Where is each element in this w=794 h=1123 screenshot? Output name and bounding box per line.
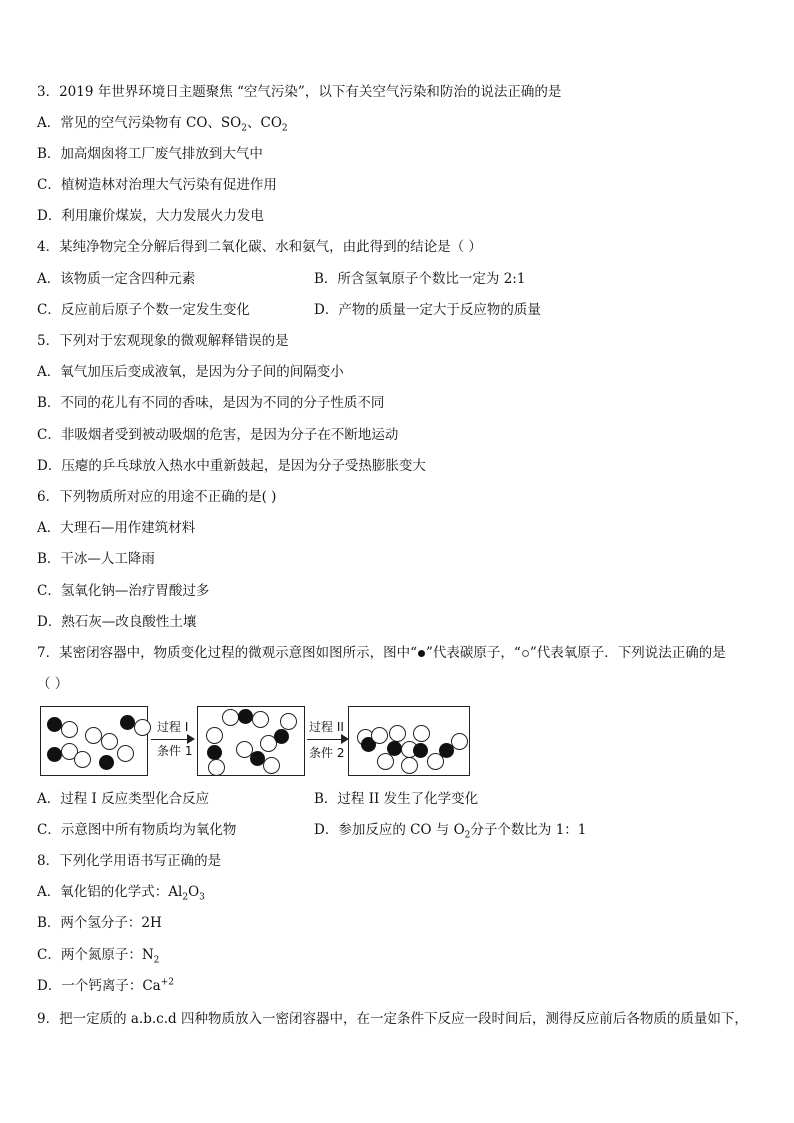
q5-option-a: A．氧气加压后变成液氧，是因为分子间的间隔变小 [37, 364, 344, 380]
q3-a-sub1: 2 [241, 123, 247, 134]
q7-option-d [314, 821, 586, 839]
q4-option-b: B．所含氢氧原子个数比一定为 2:1 [314, 271, 526, 287]
q8-option-d [37, 977, 174, 995]
carbon-atom [413, 743, 428, 758]
q7-stem-part2: ”代表碳原子，“ [426, 645, 521, 661]
q4-stem: 4．某纯净物完全分解后得到二氧化碳、水和氨气，由此得到的结论是（ ） [37, 239, 482, 255]
oxygen-atom [377, 753, 394, 770]
oxygen-atom [413, 725, 430, 742]
q7-micro-diagram [37, 700, 477, 782]
q3-a-text: A．常见的空气污染物有 CO、SO [37, 115, 242, 131]
process1-label: 过程 I [157, 720, 189, 734]
q8-d-sup: +2 [160, 977, 174, 988]
process2-label: 过程 II [309, 720, 344, 734]
oxygen-atom [74, 751, 91, 768]
oxygen-atom [222, 709, 239, 726]
q6-stem: 6．下列物质所对应的用途不正确的是( ) [37, 489, 277, 505]
q8-option-b: B．两个氢分子：2H [37, 915, 162, 931]
q3-a-mid: 、CO [247, 115, 282, 131]
q7-option-a: A．过程 I 反应类型化合反应 [37, 791, 210, 807]
q3-option-d: D．利用廉价煤炭，大力发展火力发电 [37, 208, 264, 224]
condition2-label: 条件 2 [309, 746, 345, 760]
oxygen-atom [401, 757, 418, 774]
q8-c-prefix: C．两个氮原子：N [37, 947, 154, 963]
oxygen-atom [117, 745, 134, 762]
oxygen-atom [389, 725, 406, 742]
q7-option-b: B．过程 II 发生了化学变化 [314, 791, 479, 807]
carbon-atom [99, 755, 114, 770]
q6-option-a: A．大理石—用作建筑材料 [37, 520, 196, 536]
carbon-atom [47, 717, 62, 732]
oxygen-atom [280, 713, 297, 730]
q7-d-suffix: 分子个数比为 1：1 [470, 822, 587, 838]
q7-stem [37, 644, 726, 662]
oxygen-atom [85, 727, 102, 744]
oxygen-atom [134, 719, 151, 736]
oxygen-atom [252, 711, 269, 728]
q3-stem: 3．2019 年世界环境日主题聚焦 “空气污染”，以下有关空气污染和防治的说法正确的是 [37, 84, 562, 100]
q7-option-c: C．示意图中所有物质均为氧化物 [37, 822, 237, 838]
q7-stem-part3: ”代表氧原子．下列说法正确的是 [529, 645, 726, 661]
container-box-2 [197, 706, 305, 776]
q6-option-c: C．氢氧化钠—治疗胃酸过多 [37, 583, 210, 599]
container-box-1 [40, 706, 148, 776]
q3-option-a [37, 114, 288, 132]
oxygen-atom-icon [522, 650, 529, 657]
carbon-atom [238, 709, 253, 724]
q6-option-d: D．熟石灰—改良酸性土壤 [37, 614, 197, 630]
q7-stem-part1: 7．某密闭容器中，物质变化过程的微观示意图如图所示，图中“ [37, 645, 417, 661]
oxygen-atom [263, 757, 280, 774]
oxygen-atom [451, 733, 468, 750]
oxygen-atom [208, 759, 225, 776]
q3-option-b: B．加高烟囱将工厂废气排放到大气中 [37, 146, 263, 162]
q9-stem: 9．把一定质的 a.b.c.d 四种物质放入一密闭容器中，在一定条件下反应一段时间后，测得反应前后各物质的质量如下， [37, 1011, 748, 1027]
carbon-atom [274, 729, 289, 744]
q7-stem-line2: （ ） [37, 676, 69, 692]
q8-option-a [37, 883, 205, 901]
oxygen-atom [371, 727, 388, 744]
q7-d-prefix: D．参加反应的 CO 与 O [314, 822, 465, 838]
q5-option-c: C．非吸烟者受到被动吸烟的危害，是因为分子在不断地运动 [37, 427, 399, 443]
q8-a-sub1: 2 [182, 892, 189, 903]
q4-option-a: A．该物质一定含四种元素 [37, 271, 196, 287]
container-box-3 [348, 706, 470, 776]
condition1-label: 条件 1 [157, 744, 193, 758]
q5-stem: 5．下列对于宏观现象的微观解释错误的是 [37, 333, 289, 349]
q4-option-d: D．产物的质量一定大于反应物的质量 [314, 302, 541, 318]
q8-c-sub: 2 [153, 955, 160, 966]
carbon-atom [120, 715, 135, 730]
q3-a-sub2: 2 [281, 123, 288, 134]
process2-arrow [307, 739, 343, 740]
process1-arrow [151, 739, 189, 740]
oxygen-atom [61, 721, 78, 738]
q3-option-c: C．植树造林对治理大气污染有促进作用 [37, 177, 277, 193]
q8-a-mid: O [188, 884, 200, 900]
q4-option-c: C．反应前后原子个数一定发生变化 [37, 302, 250, 318]
q5-option-d: D．压瘪的乒乓球放入热水中重新鼓起，是因为分子受热膨胀变大 [37, 458, 426, 474]
process1-arrowhead [187, 734, 195, 744]
q6-option-b: B．干冰—人工降雨 [37, 551, 155, 567]
carbon-atom [47, 747, 62, 762]
q8-d-prefix: D．一个钙离子：Ca [37, 978, 161, 994]
q8-a-prefix: A．氧化铝的化学式：Al [37, 884, 183, 900]
q8-stem: 8．下列化学用语书写正确的是 [37, 853, 222, 869]
q7-d-sub: 2 [464, 830, 471, 841]
oxygen-atom [206, 727, 223, 744]
q8-a-sub2: 3 [199, 892, 205, 903]
oxygen-atom [101, 733, 118, 750]
carbon-atom-icon [418, 650, 425, 657]
q8-option-c [37, 946, 159, 964]
carbon-atom [207, 745, 222, 760]
q5-option-b: B．不同的花儿有不同的香味，是因为不同的分子性质不同 [37, 395, 385, 411]
